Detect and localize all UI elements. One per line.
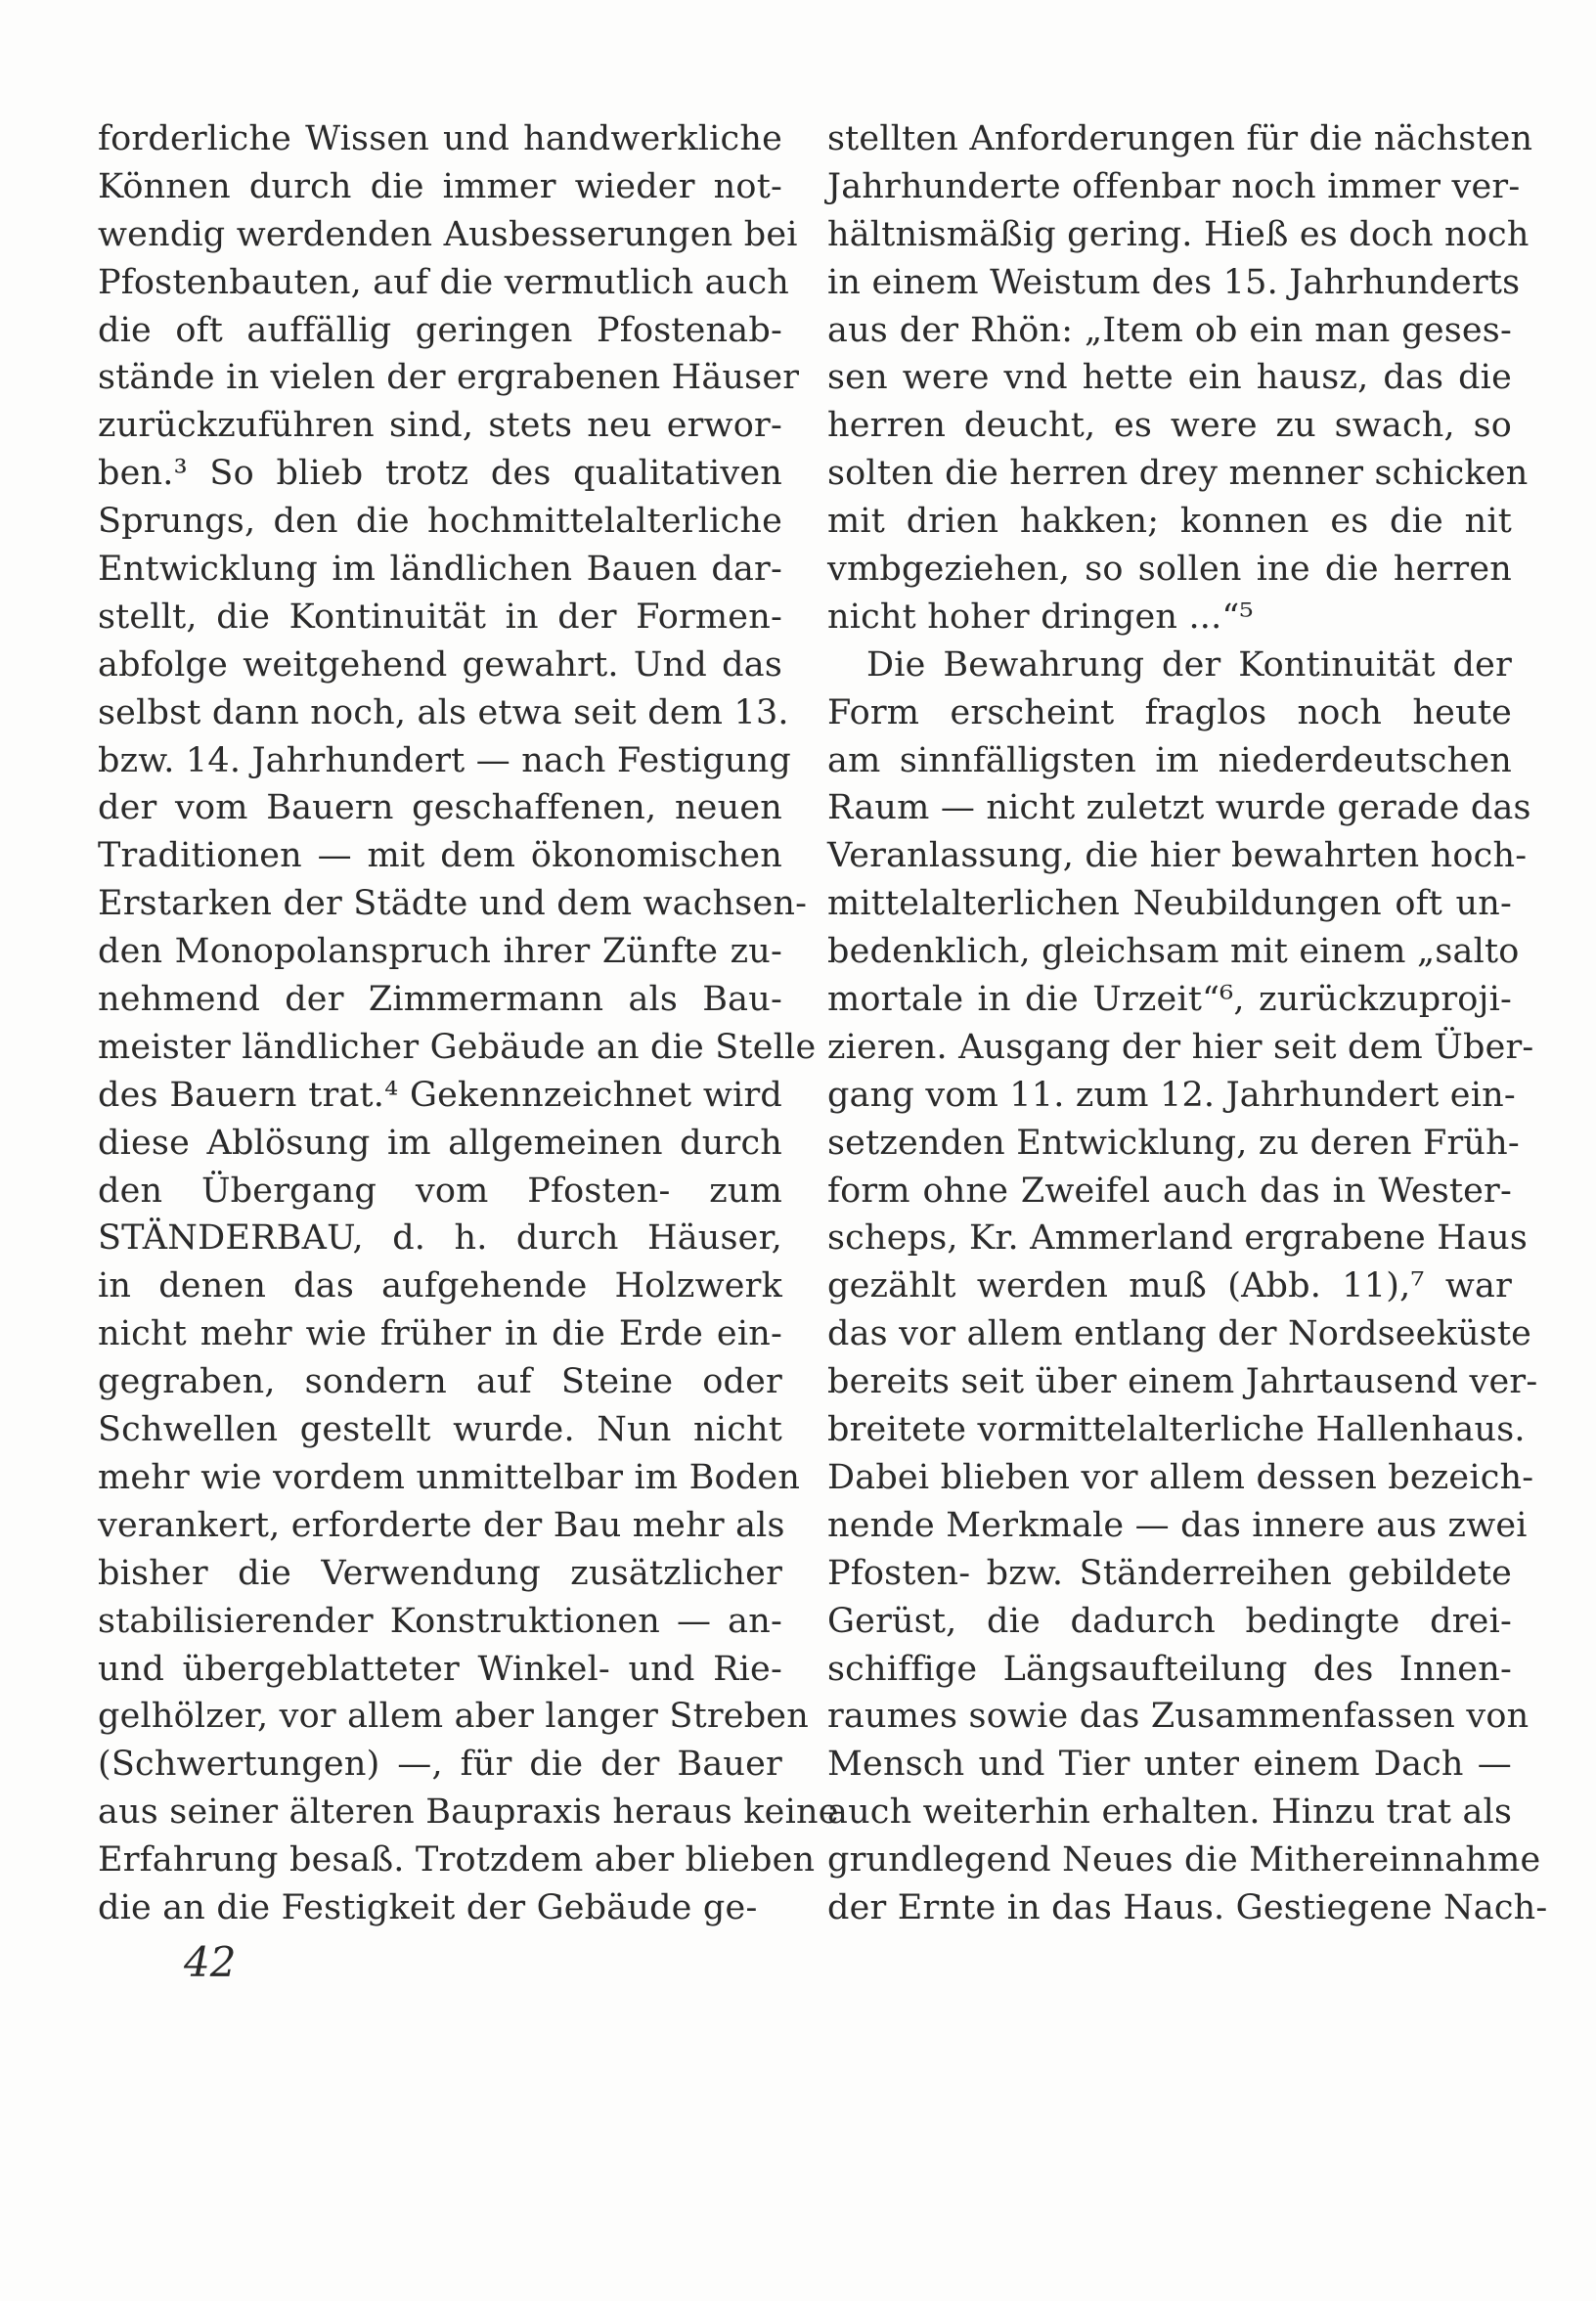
left-text-column [98,115,839,1932]
text-line: STÄNDERBAU, d. h. durch Häuser, [98,1218,782,1259]
text-line: diese Ablösung im allgemeinen durch [98,1123,782,1163]
text-line: hältnismäßig gering. Hieß es doch noch [827,214,1530,254]
text-line: die oft auffällig geringen Pfostenab- [98,310,782,350]
text-line: forderliche Wissen und handwerkliche [98,119,782,158]
text-line: mittelalterlichen Neubildungen oft un- [827,884,1512,924]
text-line: schiffige Längsaufteilung des Innen- [827,1649,1512,1689]
text-line: in denen das aufgehende Holzwerk [98,1266,782,1306]
text-line: form ohne Zweifel auch das in Wester- [827,1171,1512,1211]
text-line: Erfahrung besaß. Trotzdem aber blieben [98,1840,816,1881]
text-line: selbst dann noch, als etwa seit dem 13. [98,692,789,732]
text-line: den Übergang vom Pfosten- zum [98,1171,782,1211]
text-line: in einem Weistum des 15. Jahrhunderts [827,262,1521,302]
text-line: Traditionen — mit dem ökonomischen [98,836,782,876]
text-line: Mensch und Tier unter einem Dach — [827,1745,1512,1785]
text-line: mehr wie vordem unmittelbar im Boden [98,1457,801,1497]
text-line: ben.³ So blieb trotz des qualitativen [98,454,782,494]
text-line: der Ernte in das Haus. Gestiegene Nach- [827,1887,1548,1927]
text-line: zieren. Ausgang der hier seit dem Über- [827,1027,1534,1067]
text-line: bedenklich, gleichsam mit einem „salto [827,932,1520,972]
text-line: gegraben, sondern auf Steine oder [98,1362,782,1402]
text-line: gang vom 11. zum 12. Jahrhundert ein- [827,1075,1516,1115]
text-line: nende Merkmale — das innere aus zwei [827,1505,1528,1545]
text-line: Dabei blieben vor allem dessen bezeich- [827,1457,1534,1497]
text-line: stellten Anforderungen für die nächsten [827,119,1533,158]
text-line: Pfostenbauten, auf die vermutlich auch [98,262,789,302]
text-line: mortale in die Urzeit“⁶, zurückzuproji- [827,980,1512,1020]
text-line: bisher die Verwendung zusätzlicher [98,1553,782,1593]
text-line: zurückzuführen sind, stets neu erwor- [98,406,782,446]
text-line: nehmend der Zimmermann als Bau- [98,980,782,1020]
text-line: Entwicklung im ländlichen Bauen dar- [98,550,782,590]
text-line: Können durch die immer wieder not- [98,166,782,206]
text-line: stände in vielen der ergrabenen Häuser [98,358,800,398]
text-line: wendig werdenden Ausbesserungen bei [98,214,798,254]
text-line: stabilisierender Konstruktionen — an- [98,1601,782,1641]
text-line: den Monopolanspruch ihrer Zünfte zu- [98,932,782,972]
text-line: Gerüst, die dadurch bedingte drei- [827,1601,1512,1641]
text-line: herren deucht, es were zu swach, so [827,406,1512,446]
text-line: und übergeblatteter Winkel- und Rie- [98,1649,782,1689]
text-line: sen were vnd hette ein hausz, das die [827,358,1512,398]
text-line: nicht mehr wie früher in die Erde ein- [98,1314,782,1354]
text-line: Jahrhunderte offenbar noch immer ver- [827,166,1521,206]
text-line: Raum — nicht zuletzt wurde gerade das [827,788,1531,828]
text-line: grundlegend Neues die Mithereinnahme [827,1840,1541,1881]
text-line: solten die herren drey menner schicken [827,454,1529,494]
right-text-column [827,115,1548,1932]
text-line: gezählt werden muß (Abb. 11),⁷ war [827,1266,1512,1306]
text-line: gelhölzer, vor allem aber langer Streben [98,1697,809,1737]
page-number: 42 [184,1938,237,1986]
text-line: mit drien hakken; konnen es die nit [827,502,1512,542]
text-line: Pfosten- bzw. Ständerreihen gebildete [827,1553,1512,1593]
text-line: raumes sowie das Zusammenfassen von [827,1697,1530,1737]
text-line: das vor allem entlang der Nordseeküste [827,1314,1532,1354]
text-line: Die Bewahrung der Kontinuität der [866,644,1512,685]
text-line: Sprungs, den die hochmittelalterliche [98,502,782,542]
text-line: aus der Rhön: „Item ob ein man geses- [827,310,1512,350]
text-line: des Bauern trat.⁴ Gekennzeichnet wird [98,1075,782,1115]
text-line: Veranlassung, die hier bewahrten hoch- [827,836,1528,876]
text-line: abfolge weitgehend gewahrt. Und das [98,644,782,685]
text-line: (Schwertungen) —, für die der Bauer [98,1745,782,1785]
text-line: bzw. 14. Jahrhundert — nach Festigung [98,740,791,780]
text-line: verankert, erforderte der Bau mehr als [98,1505,785,1545]
text-line: der vom Bauern geschaffenen, neuen [98,788,782,828]
text-line: Erstarken der Städte und dem wachsen- [98,884,808,924]
text-line: bereits seit über einem Jahrtausend ver- [827,1362,1538,1402]
text-line: Form erscheint fraglos noch heute [827,692,1512,732]
text-line: auch weiterhin erhalten. Hinzu trat als [827,1792,1513,1833]
text-line: stellt, die Kontinuität in der Formen- [98,597,782,637]
text-line: vmbgeziehen, so sollen ine die herren [827,550,1512,590]
text-line: aus seiner älteren Baupraxis heraus keine [98,1792,839,1833]
text-line: am sinnfälligsten im niederdeutschen [827,740,1512,780]
text-line: breitete vormittelalterliche Hallenhaus. [827,1410,1526,1450]
text-line: die an die Festigkeit der Gebäude ge- [98,1887,758,1927]
text-line: meister ländlicher Gebäude an die Stelle [98,1027,817,1067]
text-line: scheps, Kr. Ammerland ergrabene Haus [827,1218,1528,1259]
text-line: Schwellen gestellt wurde. Nun nicht [98,1410,782,1450]
text-line: setzenden Entwicklung, zu deren Früh- [827,1123,1520,1163]
text-line: nicht hoher dringen ...“⁵ [827,597,1254,637]
